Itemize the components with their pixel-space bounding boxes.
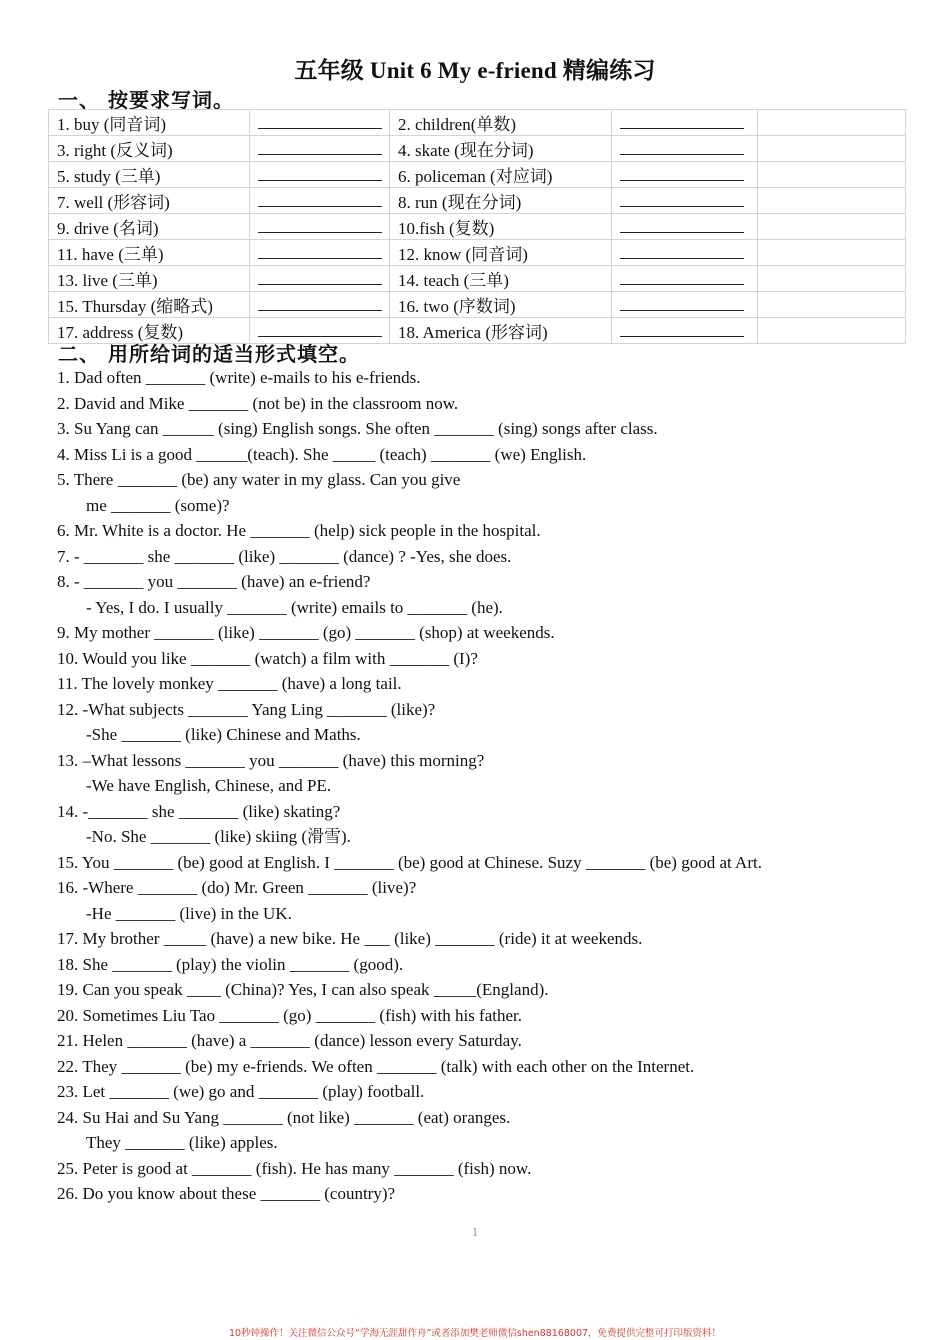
answer-blank[interactable] [250,266,390,292]
exercise-line: 25. Peter is good at _______ (fish). He has many _______ (fish) now. [57,1158,532,1178]
table-row [49,188,906,214]
empty-cell [758,292,906,318]
exercise-line: -No. She _______ (like) skiing (滑雪). [86,827,351,846]
section-1-heading: 一、 按要求写词。 [58,88,234,112]
answer-blank[interactable] [250,188,390,214]
blank-underline[interactable] [620,112,744,129]
word-prompt: 2. children(单数) [390,110,612,136]
blank-underline[interactable] [620,190,744,207]
answer-blank[interactable] [250,214,390,240]
blank-underline[interactable] [620,320,744,337]
exercise-line: 18. She _______ (play) the violin _______ (good). [57,954,404,974]
word-prompt: 12. know (同音词) [390,240,612,266]
exercise-line: 5. There _______ (be) any water in my glass. Can you give [57,470,461,489]
exercise-line: 3. Su Yang can ______ (sing) English songs. She often _______ (sing) songs after class. [57,419,658,438]
exercise-line: -She _______ (like) Chinese and Maths. [86,725,361,744]
answer-blank[interactable] [612,136,758,162]
exercise-line: 13. –What lessons _______ you _______ (have) this morning? [57,750,485,770]
word-prompt: 13. live (三单) [49,266,250,292]
word-prompt: 8. run (现在分词) [390,188,612,214]
blank-underline[interactable] [620,294,744,311]
exercise-line: 24. Su Hai and Su Yang _______ (not like) _______ (eat) oranges. [57,1107,511,1127]
word-prompt: 15. Thursday (缩略式) [49,292,250,318]
exercise-line: 19. Can you speak ____ (China)? Yes, I can also speak _____(England). [57,980,549,999]
answer-blank[interactable] [612,162,758,188]
empty-cell [758,136,906,162]
word-prompt: 3. right (反义词) [49,136,250,162]
exercise-line: They _______ (like) apples. [86,1133,278,1152]
word-prompt: 17. address (复数) [49,318,250,344]
blank-underline[interactable] [258,320,382,337]
word-prompt: 10.fish (复数) [390,214,612,240]
exercise-line: 1. Dad often _______ (write) e-mails to his e-friends. [57,368,421,387]
answer-blank[interactable] [250,292,390,318]
exercise-line: 16. -Where _______ (do) Mr. Green _______ (live)? [57,878,417,897]
blank-underline[interactable] [620,242,744,259]
blank-underline[interactable] [258,268,382,285]
blank-underline[interactable] [258,216,382,233]
answer-blank[interactable] [612,318,758,344]
table-row [49,214,906,240]
blank-underline[interactable] [620,216,744,233]
word-prompt: 7. well (形容词) [49,188,250,214]
exercise-line: 7. - _______ she _______ (like) _______ (dance) ? -Yes, she does. [57,546,512,566]
answer-blank[interactable] [612,240,758,266]
exercise-line: 26. Do you know about these _______ (country)? [57,1184,396,1203]
exercise-line: 14. -_______ she _______ (like) skating? [57,801,341,821]
empty-cell [758,266,906,292]
exercise-line: me _______ (some)? [86,495,230,515]
section-2-heading: 二、 用所给词的适当形式填空。 [58,342,360,366]
table-row [49,266,906,292]
page-number: 1 [471,1224,479,1239]
blank-underline[interactable] [258,112,382,129]
blank-underline[interactable] [620,268,744,285]
empty-cell [758,110,906,136]
page-title: 五年级 Unit 6 My e-friend 精编练习 [294,58,656,83]
word-prompt: 4. skate (现在分词) [390,136,612,162]
exercise-line: 9. My mother _______ (like) _______ (go) _______ (shop) at weekends. [57,623,555,642]
empty-cell [758,162,906,188]
exercise-line: 2. David and Mike _______ (not be) in the classroom now. [57,393,459,413]
blank-underline[interactable] [258,164,382,181]
exercise-line: 10. Would you like _______ (watch) a film with _______ (I)? [57,648,478,668]
exercise-line: 6. Mr. White is a doctor. He _______ (help) sick people in the hospital. [57,521,541,540]
exercise-line: 22. They _______ (be) my e-friends. We often _______ (talk) with each other on the Internet. [57,1056,695,1076]
empty-cell [758,240,906,266]
answer-blank[interactable] [250,136,390,162]
blank-underline[interactable] [258,190,382,207]
empty-cell [758,214,906,240]
exercise-line: 11. The lovely monkey _______ (have) a long tail. [57,674,402,693]
exercise-line: 20. Sometimes Liu Tao _______ (go) _______ (fish) with his father. [57,1005,523,1025]
table-row [49,136,906,162]
table-row [49,162,906,188]
exercise-line: 23. Let _______ (we) go and _______ (play) football. [57,1082,425,1101]
word-prompt: 18. America (形容词) [390,318,612,344]
blank-underline[interactable] [620,138,744,155]
exercise-line: 21. Helen _______ (have) a _______ (dance) lesson every Saturday. [57,1031,522,1050]
footer-note: 10秒钟操作！关注微信公众号“学海无涯甜作舟”或者添加樊老师微信shen88168007，免费提供完整可打印版资料！ [228,1328,722,1339]
exercise-line: 15. You _______ (be) good at English. I _______ (be) good at Chinese. Suzy _______ (be) good at Art. [57,852,762,872]
answer-blank[interactable] [612,266,758,292]
blank-underline[interactable] [620,164,744,181]
exercise-line: 8. - _______ you _______ (have) an e-friend? [57,572,371,591]
answer-blank[interactable] [250,240,390,266]
word-prompt: 14. teach (三单) [390,266,612,292]
answer-blank[interactable] [612,214,758,240]
word-prompt: 16. two (序数词) [390,292,612,318]
word-exercise-table [48,109,906,344]
exercise-line: 12. -What subjects _______ Yang Ling _______ (like)? [57,699,436,719]
exercise-line: -We have English, Chinese, and PE. [86,776,332,795]
table-row [49,110,906,136]
word-prompt: 1. buy (同音词) [49,110,250,136]
exercise-line: -He _______ (live) in the UK. [86,903,292,923]
exercise-line: 17. My brother _____ (have) a new bike. He ___ (like) _______ (ride) it at weekends. [57,929,643,948]
table-row [49,292,906,318]
exercise-line: - Yes, I do. I usually _______ (write) emails to _______ (he). [86,597,503,617]
answer-blank[interactable] [250,110,390,136]
answer-blank[interactable] [612,110,758,136]
word-prompt: 11. have (三单) [49,240,250,266]
word-prompt: 5. study (三单) [49,162,250,188]
exercise-line: 4. Miss Li is a good ______(teach). She _____ (teach) _______ (we) English. [57,444,587,464]
empty-cell [758,188,906,214]
table-row [49,240,906,266]
word-prompt: 9. drive (名词) [49,214,250,240]
answer-blank[interactable] [250,162,390,188]
word-prompt: 6. policeman (对应词) [390,162,612,188]
blank-underline[interactable] [258,294,382,311]
answer-blank[interactable] [612,188,758,214]
blank-underline[interactable] [258,242,382,259]
answer-blank[interactable] [612,292,758,318]
empty-cell [758,318,906,344]
blank-underline[interactable] [258,138,382,155]
